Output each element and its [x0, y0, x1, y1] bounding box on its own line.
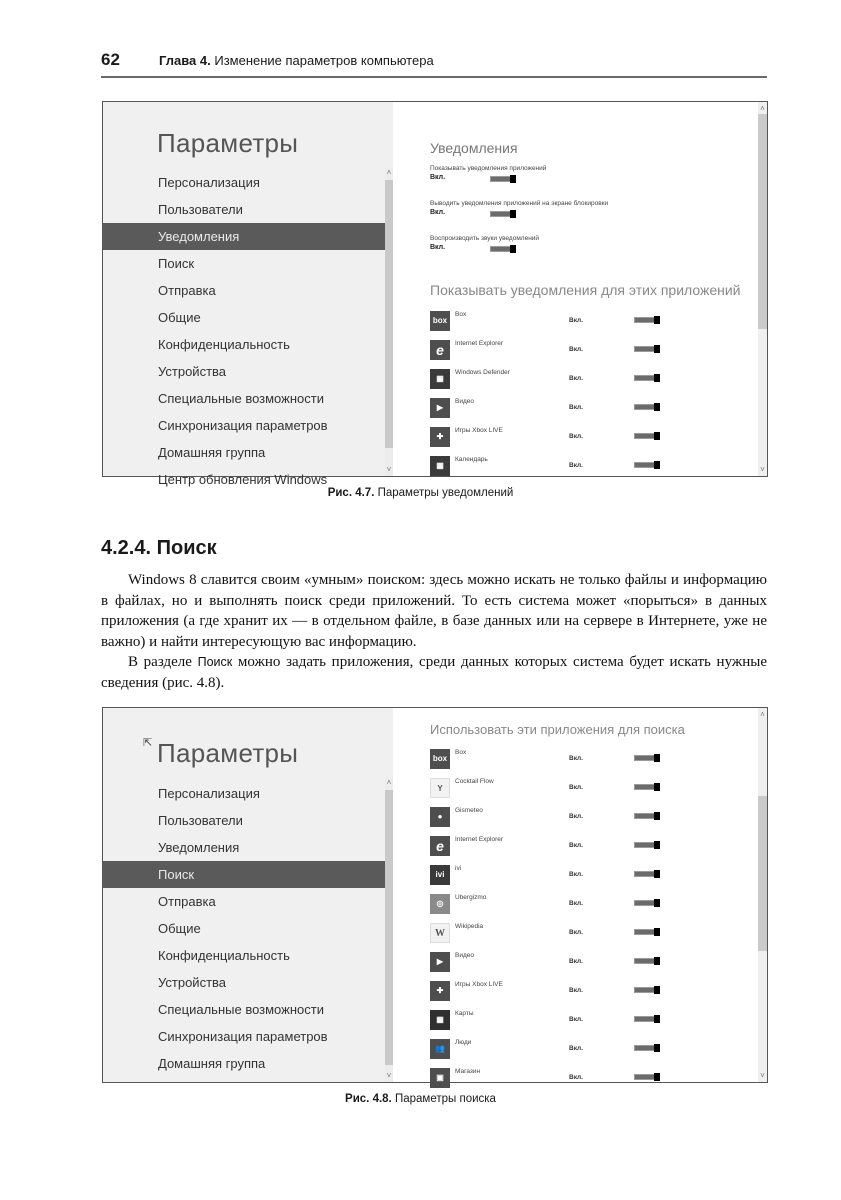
settings-title: Параметры [157, 738, 299, 768]
mouse-cursor-icon: ⇱ [143, 737, 153, 749]
toggle-switch[interactable] [634, 345, 660, 353]
menu-item-share[interactable]: Отправка [158, 283, 216, 298]
app-value: Вкл. [569, 375, 583, 382]
app-row [430, 952, 730, 977]
app-row [430, 807, 730, 832]
chapter-name: Изменение параметров компьютера [214, 53, 434, 68]
app-name: Карты [455, 1010, 474, 1017]
app-name: Windows Defender [455, 369, 510, 376]
app-value: Вкл. [569, 433, 583, 440]
apps-section-title: Использовать эти приложения для поиска [430, 722, 685, 737]
app-value: Вкл. [569, 958, 583, 965]
app-name: Internet Explorer [455, 836, 504, 843]
app-value: Вкл. [569, 404, 583, 411]
settings-menu [103, 169, 385, 487]
caption-label: Рис. 4.8. [345, 1093, 392, 1105]
xbox-games-icon: ✚ [430, 981, 450, 1001]
app-row [430, 749, 730, 774]
app-value: Вкл. [569, 813, 583, 820]
menu-item-personalization[interactable]: Персонализация [158, 175, 260, 190]
setting-label: Показывать уведомления приложений [430, 165, 547, 172]
nav-scrollbar[interactable] [385, 778, 393, 1082]
app-row [430, 427, 730, 452]
toggle-switch[interactable] [634, 432, 660, 440]
toggle-switch[interactable] [634, 928, 660, 936]
toggle-switch[interactable] [634, 986, 660, 994]
toggle-switch[interactable] [634, 783, 660, 791]
app-row [430, 778, 730, 803]
section-heading: 4.2.4. Поиск [101, 537, 217, 559]
app-name: Cocktail Flow [455, 778, 494, 785]
people-icon: 👥 [430, 1039, 450, 1059]
body-text [101, 570, 767, 693]
app-row [430, 340, 730, 365]
app-name: Игры Xbox LIVE [455, 981, 503, 988]
setting-lock-screen-notifications [430, 200, 690, 216]
app-row [430, 398, 730, 423]
chevron-down-icon[interactable]: ˅ [760, 1071, 765, 1080]
app-name: Люди [455, 1039, 472, 1046]
app-row [430, 865, 730, 890]
app-name: Wikipedia [455, 923, 484, 930]
app-name: Календарь [455, 456, 488, 463]
menu-item-notifications[interactable]: Уведомления [158, 840, 240, 855]
menu-item-notifications[interactable]: Уведомления [103, 223, 385, 250]
chevron-down-icon[interactable]: ˅ [386, 465, 392, 474]
notifications-settings-screenshot [102, 101, 768, 487]
content-scrollbar-thumb[interactable] [758, 114, 767, 329]
nav-scrollbar[interactable] [385, 168, 393, 476]
app-value: Вкл. [569, 929, 583, 936]
app-row [430, 456, 730, 481]
toggle-switch[interactable] [490, 175, 516, 183]
toggle-switch[interactable] [634, 812, 660, 820]
menu-item-users[interactable]: Пользователи [158, 813, 243, 828]
settings-menu [103, 780, 385, 1077]
menu-item-privacy[interactable]: Конфиденциальность [158, 948, 290, 963]
settings-nav-pane [103, 102, 393, 487]
video-icon: ▶ [430, 952, 450, 972]
toggle-switch[interactable] [490, 210, 516, 218]
app-row [430, 836, 730, 861]
app-value: Вкл. [569, 784, 583, 791]
settings-title: Параметры [157, 128, 299, 158]
toggle-switch[interactable] [634, 1073, 660, 1081]
toggle-switch[interactable] [634, 899, 660, 907]
ui-term: Поиск [197, 655, 233, 669]
menu-item-accessibility[interactable]: Специальные возможности [158, 1002, 324, 1017]
setting-value: Вкл. [430, 209, 446, 216]
menu-item-users[interactable]: Пользователи [158, 202, 243, 217]
text-run: можно задать приложения, среди данных которых система будет искать нужные сведения (рис. 4.8). [101, 654, 767, 691]
windows-defender-icon: ▦ [430, 369, 450, 389]
maps-icon: ▦ [430, 1010, 450, 1030]
xbox-games-icon: ✚ [430, 427, 450, 447]
app-name: Ubergizmo [455, 894, 487, 901]
app-name: Видео [455, 398, 474, 405]
ivi-icon: ivi [430, 865, 450, 885]
figure-caption [0, 1093, 841, 1105]
setting-value: Вкл. [430, 244, 446, 251]
toggle-switch[interactable] [634, 374, 660, 382]
apps-section-title: Показывать уведомления для этих приложений [430, 282, 741, 298]
caption-text: Параметры уведомлений [377, 487, 514, 499]
toggle-switch[interactable] [634, 957, 660, 965]
section-title: Уведомления [430, 140, 518, 156]
app-name: ivi [455, 865, 462, 872]
toggle-switch[interactable] [634, 870, 660, 878]
chevron-up-icon[interactable]: ˄ [760, 710, 765, 719]
content-scrollbar-thumb[interactable] [758, 796, 767, 951]
paragraph [101, 652, 767, 693]
app-name: Игры Xbox LIVE [455, 427, 503, 434]
app-row [430, 923, 730, 948]
menu-item-general[interactable]: Общие [158, 310, 201, 325]
setting-value: Вкл. [430, 174, 446, 181]
app-value: Вкл. [569, 842, 583, 849]
app-name: Box [455, 749, 467, 756]
app-name: Box [455, 311, 467, 318]
store-icon: ▣ [430, 1068, 450, 1088]
app-value: Вкл. [569, 900, 583, 907]
app-name: Видео [455, 952, 474, 959]
app-row [430, 981, 730, 1006]
app-value: Вкл. [569, 755, 583, 762]
setting-show-notifications [430, 165, 690, 181]
app-value: Вкл. [569, 1045, 583, 1052]
app-name: Gismeteo [455, 807, 483, 814]
app-row [430, 1039, 730, 1064]
paragraph: Windows 8 славится своим «умным» поиском: здесь можно искать не только файлы и информацию в файлах, но и выполнять поиск среди приложений. То есть система может «порыться» в данных приложения (а где хранит их — в отдельном файле, в базе данных или на сервере в Интернете, уже не важно) и найти интересующую вас информацию. [101, 572, 767, 650]
menu-item-devices[interactable]: Устройства [158, 364, 227, 379]
app-value: Вкл. [569, 987, 583, 994]
menu-item-devices[interactable]: Устройства [158, 975, 227, 990]
text-run: В разделе [128, 654, 198, 670]
toggle-switch[interactable] [490, 245, 516, 253]
menu-item-sync-settings[interactable]: Синхронизация параметров [158, 418, 328, 433]
nav-scrollbar-thumb[interactable] [385, 180, 393, 448]
menu-item-share[interactable]: Отправка [158, 894, 216, 909]
search-content-pane [393, 708, 767, 1082]
search-settings-screenshot [102, 707, 768, 1083]
menu-item-search[interactable]: Поиск [158, 256, 195, 271]
toggle-switch[interactable] [634, 1015, 660, 1023]
running-head [101, 50, 767, 78]
chevron-up-icon[interactable]: ˄ [386, 168, 392, 177]
toggle-switch[interactable] [634, 841, 660, 849]
app-row [430, 1010, 730, 1035]
menu-item-homegroup[interactable]: Домашняя группа [158, 445, 266, 460]
setting-label: Воспроизводить звуки уведомлений [430, 235, 540, 242]
settings-nav-pane [103, 708, 393, 1082]
caption-label: Рис. 4.7. [327, 487, 375, 499]
chapter-label: Глава 4. [159, 53, 211, 68]
menu-item-privacy[interactable]: Конфиденциальность [158, 337, 290, 352]
app-name: Магазин [455, 1068, 481, 1075]
cocktail-flow-icon: Y [430, 778, 450, 798]
chapter-title [159, 53, 434, 68]
video-icon: ▶ [430, 398, 450, 418]
setting-notification-sounds [430, 235, 690, 251]
content-scrollbar[interactable] [758, 708, 767, 1082]
calendar-icon: ▦ [430, 456, 450, 476]
caption-text: Параметры поиска [394, 1093, 496, 1105]
chevron-up-icon[interactable]: ˄ [760, 104, 765, 113]
internet-explorer-icon: e [430, 836, 450, 856]
app-row [430, 369, 730, 394]
app-value: Вкл. [569, 462, 583, 469]
app-name: Internet Explorer [455, 340, 504, 347]
menu-item-search[interactable]: Поиск [103, 861, 385, 888]
menu-item-general[interactable]: Общие [158, 921, 201, 936]
toggle-switch[interactable] [634, 316, 660, 324]
figure-caption [0, 487, 841, 499]
box-icon: box [430, 749, 450, 769]
setting-label: Выводить уведомления приложений на экране блокировки [430, 200, 609, 207]
app-row [430, 1068, 730, 1093]
chevron-down-icon[interactable]: ˅ [760, 465, 765, 474]
menu-item-homegroup[interactable]: Домашняя группа [158, 1056, 266, 1071]
ubergizmo-icon: ◎ [430, 894, 450, 914]
notifications-content-pane [393, 102, 767, 476]
internet-explorer-icon: e [430, 340, 450, 360]
menu-item-windows-update[interactable]: Центр обновления Windows [158, 472, 328, 487]
app-value: Вкл. [569, 871, 583, 878]
toggle-switch[interactable] [634, 1044, 660, 1052]
app-row [430, 311, 730, 336]
page-number: 62 [101, 50, 120, 69]
app-value: Вкл. [569, 1016, 583, 1023]
app-value: Вкл. [569, 1074, 583, 1081]
wikipedia-icon: W [430, 923, 450, 943]
menu-item-accessibility[interactable]: Специальные возможности [158, 391, 324, 406]
menu-item-personalization[interactable]: Персонализация [158, 786, 260, 801]
content-scrollbar[interactable] [758, 102, 767, 476]
toggle-switch[interactable] [634, 461, 660, 469]
nav-scrollbar-thumb[interactable] [385, 790, 393, 1065]
toggle-switch[interactable] [634, 403, 660, 411]
box-icon: box [430, 311, 450, 331]
app-value: Вкл. [569, 346, 583, 353]
chevron-up-icon[interactable]: ˄ [386, 778, 392, 787]
chevron-down-icon[interactable]: ˅ [386, 1071, 392, 1080]
gismeteo-icon: ● [430, 807, 450, 827]
toggle-switch[interactable] [634, 754, 660, 762]
app-value: Вкл. [569, 317, 583, 324]
app-row [430, 894, 730, 919]
menu-item-sync-settings[interactable]: Синхронизация параметров [158, 1029, 328, 1044]
